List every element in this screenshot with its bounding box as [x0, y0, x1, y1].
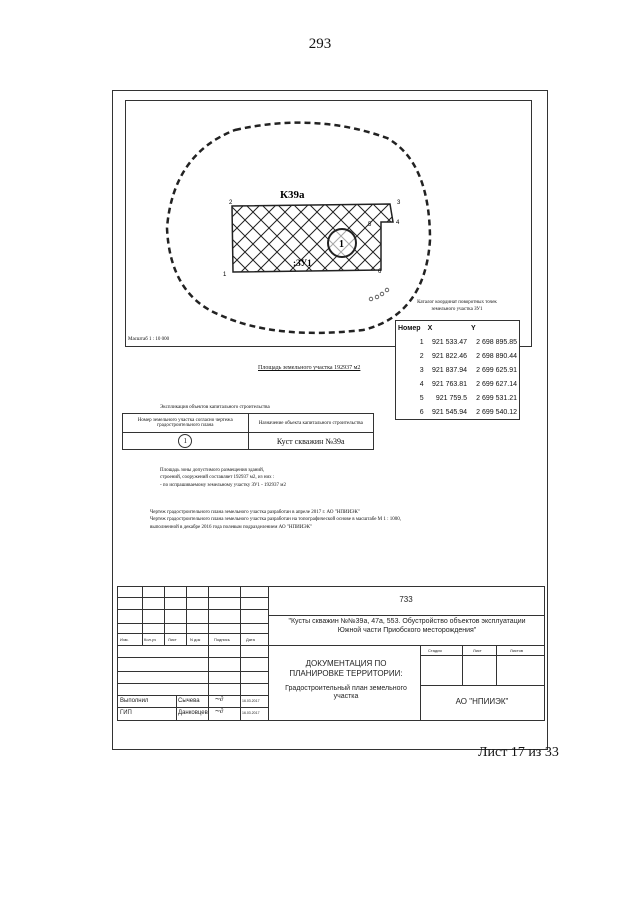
- coordinate-table-header: [396, 321, 520, 336]
- project-name: "Кусты скважин №№39а, 47а, 553. Обустройство объектов эксплуатации Южной части Приобского месторождения": [288, 618, 526, 634]
- col-header-date: Дата: [246, 637, 255, 642]
- col-header-change: Изм.: [120, 637, 129, 642]
- signer-role: Выполнил: [120, 698, 149, 704]
- sheets-header: Листов: [510, 648, 523, 653]
- explication-row-number-cell: [123, 433, 249, 450]
- point-marker-3: 3: [397, 200, 401, 206]
- explication-title: Экспликация объектов капитального строительства: [160, 405, 270, 410]
- plot-zu1: [232, 204, 393, 272]
- signature: ∼∂: [214, 707, 224, 715]
- cadastral-label: К39а: [280, 189, 305, 201]
- table-row: [396, 377, 520, 391]
- area-label: Площадь земельного участка 192937 м2: [258, 365, 361, 371]
- coord-x: 921 533.47: [431, 338, 468, 346]
- sign-date: 16.03.2017: [242, 699, 260, 703]
- point-marker-5: 5: [368, 222, 372, 228]
- plot-label: :ЗУ1: [293, 258, 312, 268]
- coord-y: 2 699 627.14: [476, 380, 517, 388]
- table-row: [396, 391, 520, 405]
- point-number: 1: [419, 338, 424, 346]
- header-number: Номер: [398, 324, 421, 332]
- development-note-line: Чертеж градостроительного плана земельного участка разработан в апреле 2017 г. АО "НПИИЭК": [150, 510, 360, 515]
- coord-x: 921 822.46: [431, 352, 468, 360]
- table-row: [396, 363, 520, 377]
- catalog-title: Каталог координат поворотных точек земельного участка ЗУ1: [417, 300, 497, 312]
- doc-subtitle: Градостроительный план земельного участка: [285, 685, 407, 701]
- point-marker-1: 1: [223, 272, 227, 278]
- coord-y: 2 698 895.85: [476, 338, 517, 346]
- signer-name: Сычева: [178, 698, 200, 704]
- development-note-line: Чертеж градостроительного плана земельного участка разработан на топографической основе в масштабе М 1 : 1000,: [150, 517, 402, 523]
- area-note-line: - по испрашиваемому земельному участку ЗУ1 - 192937 м2: [160, 482, 286, 488]
- table-row: [123, 433, 374, 450]
- development-note-line: выполненной в декабре 2016 года полевым подразделением АО "НПИИЭК": [150, 524, 312, 530]
- explication-table: [122, 413, 374, 450]
- point-number: 3: [419, 366, 424, 374]
- organization: АО "НПИИЭК": [455, 697, 509, 706]
- point-marker-6: 6: [378, 269, 382, 275]
- header-x: X: [427, 324, 433, 332]
- point-number: 6: [419, 408, 424, 416]
- sign-date: 16.03.2017: [242, 711, 260, 715]
- col-header-sheet: Лист: [168, 637, 177, 642]
- table-row: [396, 335, 520, 349]
- table-row: [396, 349, 520, 363]
- point-marker-2: 2: [229, 200, 233, 206]
- signature: ∼∂: [214, 695, 224, 703]
- coord-y: 2 698 890.44: [476, 352, 517, 360]
- small-dots: [369, 288, 389, 301]
- point-number: 5: [419, 394, 424, 402]
- coordinate-table: [395, 320, 520, 420]
- explication-row-number: 1: [178, 434, 192, 448]
- object-marker: 1: [339, 239, 344, 250]
- coord-x: 921 763.81: [431, 380, 468, 388]
- coord-y: 2 699 625.91: [476, 366, 517, 374]
- development-notes: [150, 509, 401, 531]
- point-number: 2: [419, 352, 424, 360]
- point-marker-4: 4: [396, 220, 400, 226]
- col-header-doc: N док: [190, 637, 201, 642]
- sheet-counter: Лист 17 из 33: [478, 745, 559, 760]
- col-header-count: Кол.уч: [144, 637, 156, 642]
- title-block: [117, 586, 545, 721]
- explication-row-name: Куст скважин №39а: [248, 433, 374, 450]
- signer-role: ГИП: [120, 710, 132, 716]
- signer-name: Данковцев: [178, 710, 208, 716]
- point-number: 4: [419, 380, 424, 388]
- explication-col-number: Номер земельного участка согласно чертежа градостроительного плана: [123, 414, 249, 433]
- explication-col-purpose: Назначение объекта капитального строительства: [248, 414, 374, 433]
- explication-header: [123, 414, 374, 433]
- area-note-line: Площадь зоны допустимого размещения зданий,: [160, 468, 265, 473]
- col-header-signature: Подпись: [214, 637, 230, 642]
- doc-title: ДОКУМЕНТАЦИЯ ПО ПЛАНИРОВКЕ ТЕРРИТОРИИ:: [289, 659, 403, 678]
- scale-label: Масштаб 1 : 10 000: [128, 337, 170, 342]
- stage-header: Стадия: [428, 648, 442, 653]
- coord-x: 921 837.94: [431, 366, 468, 374]
- coord-x: 921 759.5: [435, 394, 468, 402]
- sheet-header: Лист: [473, 648, 482, 653]
- page-number: 293: [308, 36, 332, 52]
- area-notes: [160, 467, 286, 489]
- coord-y: 2 699 531.21: [476, 394, 517, 402]
- doc-code: 733: [399, 595, 413, 604]
- coord-y: 2 699 540.12: [476, 408, 517, 416]
- header-y: Y: [471, 324, 476, 332]
- area-note-line: строений, сооружений составляет 192937 м2, из них :: [160, 475, 275, 481]
- coord-x: 921 545.94: [431, 408, 468, 416]
- table-row: [396, 405, 520, 420]
